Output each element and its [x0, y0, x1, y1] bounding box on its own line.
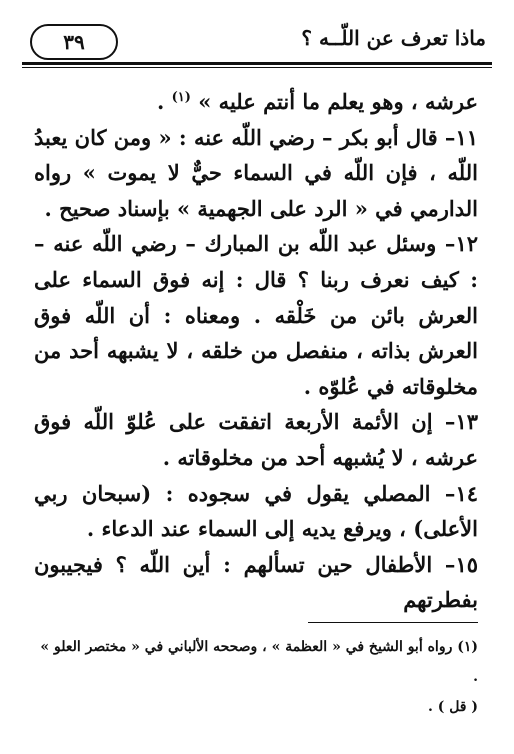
- footnote-1: (١) رواه أبو الشيخ في « العظمة » ، وصححه الألباني في « مختصر العلو » .: [40, 639, 478, 685]
- footnote-separator: [308, 622, 478, 623]
- page-header: [22, 18, 492, 66]
- paragraph-11: ١١– قال أبو بكر – رضي اللّه عنه : « ومن كان يعبدُ اللّه ، فإن اللّه في السماء حيٌّ لا يموت » رواه الدارمي في « الرد على الجهمية » بإسناد صحيح .: [34, 124, 478, 221]
- running-title: ماذا تعرف عن اللّــه ؟: [301, 26, 486, 50]
- page-number: [30, 24, 118, 60]
- paragraph-continuation-text: عرشه ، وهو يعلم ما أنتم عليه »: [198, 89, 478, 114]
- paragraph-12: ١٢– وسئل عبد اللّه بن المبارك – رضي اللّه عنه – : كيف نعرف ربنا ؟ قال : إنه فوق السماء على العرش بائن من خَلْقه . ومعناه : أن اللّه فوق العرش بذاته ، منفصل من خلقه ، لا يشبهه أحد من مخلوقاته في عُلوّه .: [34, 231, 478, 399]
- main-text: [34, 84, 478, 618]
- paragraph-14: ١٤– المصلي يقول في سجوده : (سبحان ربي الأعلى) ، ويرفع يديه إلى السماء عند الدعاء .: [34, 480, 478, 542]
- paragraph-13: ١٣– إن الأئمة الأربعة اتفقت على عُلوّ اللّه فوق عرشه ، لا يُشبهه أحد من مخلوقاته .: [34, 409, 478, 470]
- footnotes: [34, 632, 478, 722]
- footnote-1-continuation: ( قل ) .: [427, 699, 478, 715]
- header-rule-thick: [22, 62, 492, 65]
- paragraph-15: ١٥– الأطفال حين تسألهم : أين اللّه ؟ فيجيبون بفطرتهم: [34, 551, 478, 613]
- paragraph-continuation: [34, 84, 478, 120]
- header-rule-thin: [22, 67, 492, 68]
- paragraph-continuation-end: .: [157, 89, 172, 114]
- footnote-reference: (١): [171, 90, 191, 105]
- page-number-text: ٣٩: [63, 30, 85, 54]
